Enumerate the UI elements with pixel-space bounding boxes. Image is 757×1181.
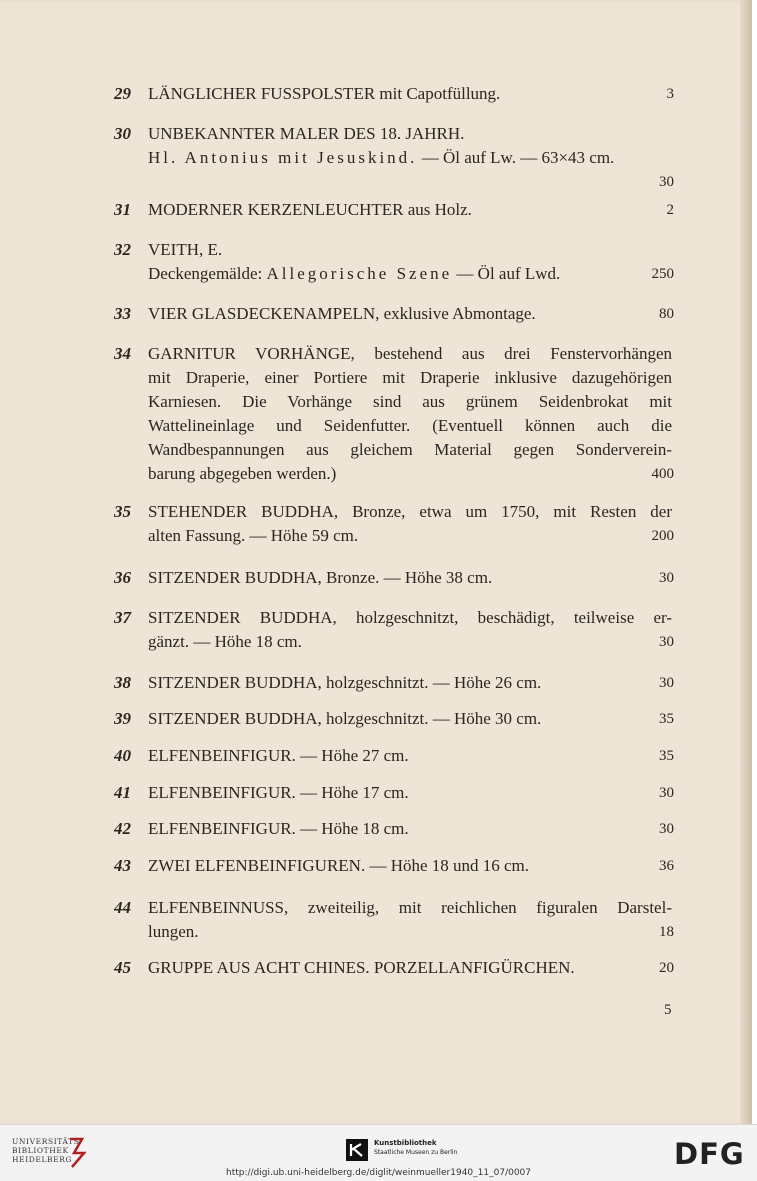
- heidelberg-logo-icon: [66, 1135, 88, 1169]
- lot-description: ELFENBEINFIGUR. — Höhe 17 cm.: [148, 783, 409, 802]
- lot-description: VIER GLASDECKENAMPELN, exklusive Abmontage.: [148, 304, 536, 323]
- lot-description: SITZENDER BUDDHA, Bronze. — Höhe 38 cm.: [148, 568, 493, 587]
- lot-number: 31: [114, 200, 131, 219]
- lot-description: GARNITUR VORHÄNGE, bestehend aus drei Fenstervorhängen: [148, 344, 672, 363]
- lot-description: LÄNGLICHER FUSSPOLSTER mit Capotfüllung.: [148, 84, 501, 103]
- lot-number: 41: [114, 783, 131, 802]
- lot-description: gänzt. — Höhe 18 cm.: [148, 632, 302, 651]
- lot-description-line2: [148, 146, 638, 170]
- page-number: 5: [664, 1002, 672, 1018]
- lot-description: SITZENDER BUDDHA, holzgeschnitzt. — Höhe 26 cm.: [148, 673, 542, 692]
- lot-number: 44: [114, 898, 131, 917]
- digitization-footer: [0, 1124, 757, 1181]
- lot-description: lungen.: [148, 922, 199, 941]
- lot-number: 40: [114, 746, 131, 765]
- lot-price: 30: [659, 174, 674, 190]
- lot-description: SITZENDER BUDDHA, holzgeschnitzt, beschädigt, teilweise er-: [148, 608, 672, 627]
- lot-price: 30: [659, 821, 674, 837]
- lot-description: Karniesen. Die Vorhänge sind aus grünem Seidenbrokat mit: [148, 392, 672, 411]
- artwork-title: Hl. Antonius mit Jesuskind.: [148, 148, 418, 167]
- lot-number: 38: [114, 673, 131, 692]
- lot-number: 34: [114, 344, 131, 363]
- lot-number: 29: [114, 84, 131, 103]
- lot-number: 32: [114, 240, 131, 259]
- lot-description: UNBEKANNTER MALER DES 18. JAHRH.: [148, 124, 465, 143]
- lot-number: 35: [114, 502, 131, 521]
- artwork-details: — Öl auf Lw. — 63×43 cm.: [417, 148, 615, 167]
- lot-price: 200: [651, 528, 674, 544]
- lot-number: 30: [114, 124, 131, 143]
- heidelberg-library-name: UNIVERSITÄTS- BIBLIOTHEK HEIDELBERG: [12, 1137, 83, 1164]
- lot-number: 42: [114, 819, 131, 838]
- lot-description: ZWEI ELFENBEINFIGUREN. — Höhe 18 und 16 cm.: [148, 856, 530, 875]
- lot-price: 20: [659, 960, 674, 976]
- lot-description: STEHENDER BUDDHA, Bronze, etwa um 1750, mit Resten der: [148, 502, 672, 521]
- lot-description: VEITH, E.: [148, 240, 223, 259]
- lot-number: 39: [114, 709, 131, 728]
- lot-description: ELFENBEINFIGUR. — Höhe 27 cm.: [148, 746, 409, 765]
- lot-description: Wandbespannungen aus gleichem Material gegen Sonderverein-: [148, 440, 672, 459]
- kunstbibliothek-logo-icon: [346, 1139, 368, 1161]
- lot-description: alten Fassung. — Höhe 59 cm.: [148, 526, 359, 545]
- lot-description-line2: [148, 262, 638, 286]
- lot-description: MODERNER KERZENLEUCHTER aus Holz.: [148, 200, 472, 219]
- lot-price: 30: [659, 785, 674, 801]
- lot-description: ELFENBEINNUSS, zweiteilig, mit reichlichen figuralen Darstel-: [148, 898, 672, 917]
- lot-price: 30: [659, 634, 674, 650]
- artwork-details: — Öl auf Lwd.: [452, 264, 561, 283]
- lot-price: 18: [659, 924, 674, 940]
- lot-number: 36: [114, 568, 131, 587]
- artwork-type: Deckengemälde:: [148, 264, 267, 283]
- kunstbibliothek-name: Kunstbibliothek Staatliche Museen zu Berlin: [374, 1139, 458, 1156]
- lot-price: 30: [659, 675, 674, 691]
- lot-description: GRUPPE AUS ACHT CHINES. PORZELLANFIGÜRCHEN.: [148, 958, 575, 977]
- lot-price: 80: [659, 306, 674, 322]
- lot-price: 36: [659, 858, 674, 874]
- lot-number: 33: [114, 304, 131, 323]
- lot-price: 30: [659, 570, 674, 586]
- lot-price: 3: [666, 86, 674, 102]
- lot-price: 35: [659, 748, 674, 764]
- lot-price: 400: [651, 466, 674, 482]
- lot-description: ELFENBEINFIGUR. — Höhe 18 cm.: [148, 819, 409, 838]
- lot-price: 2: [666, 202, 674, 218]
- lot-price: 250: [651, 266, 674, 282]
- source-url[interactable]: http://digi.ub.uni-heidelberg.de/diglit/weinmueller1940_11_07/0007: [225, 1168, 531, 1178]
- lot-description: barung abgegeben werden.): [148, 464, 337, 483]
- artwork-title: Allegorische Szene: [266, 264, 453, 283]
- page-edge-shadow: [740, 0, 752, 1124]
- lot-description: Wattelineinlage und Seidenfutter. (Eventuell können auch die: [148, 416, 672, 435]
- lot-description: mit Draperie, einer Portiere mit Draperie inklusive dazugehörigen: [148, 368, 672, 387]
- lot-number: 43: [114, 856, 131, 875]
- dfg-logo: DFG: [674, 1137, 745, 1171]
- lot-number: 45: [114, 958, 131, 977]
- lot-description: SITZENDER BUDDHA, holzgeschnitzt. — Höhe 30 cm.: [148, 709, 542, 728]
- lot-number: 37: [114, 608, 131, 627]
- lot-price: 35: [659, 711, 674, 727]
